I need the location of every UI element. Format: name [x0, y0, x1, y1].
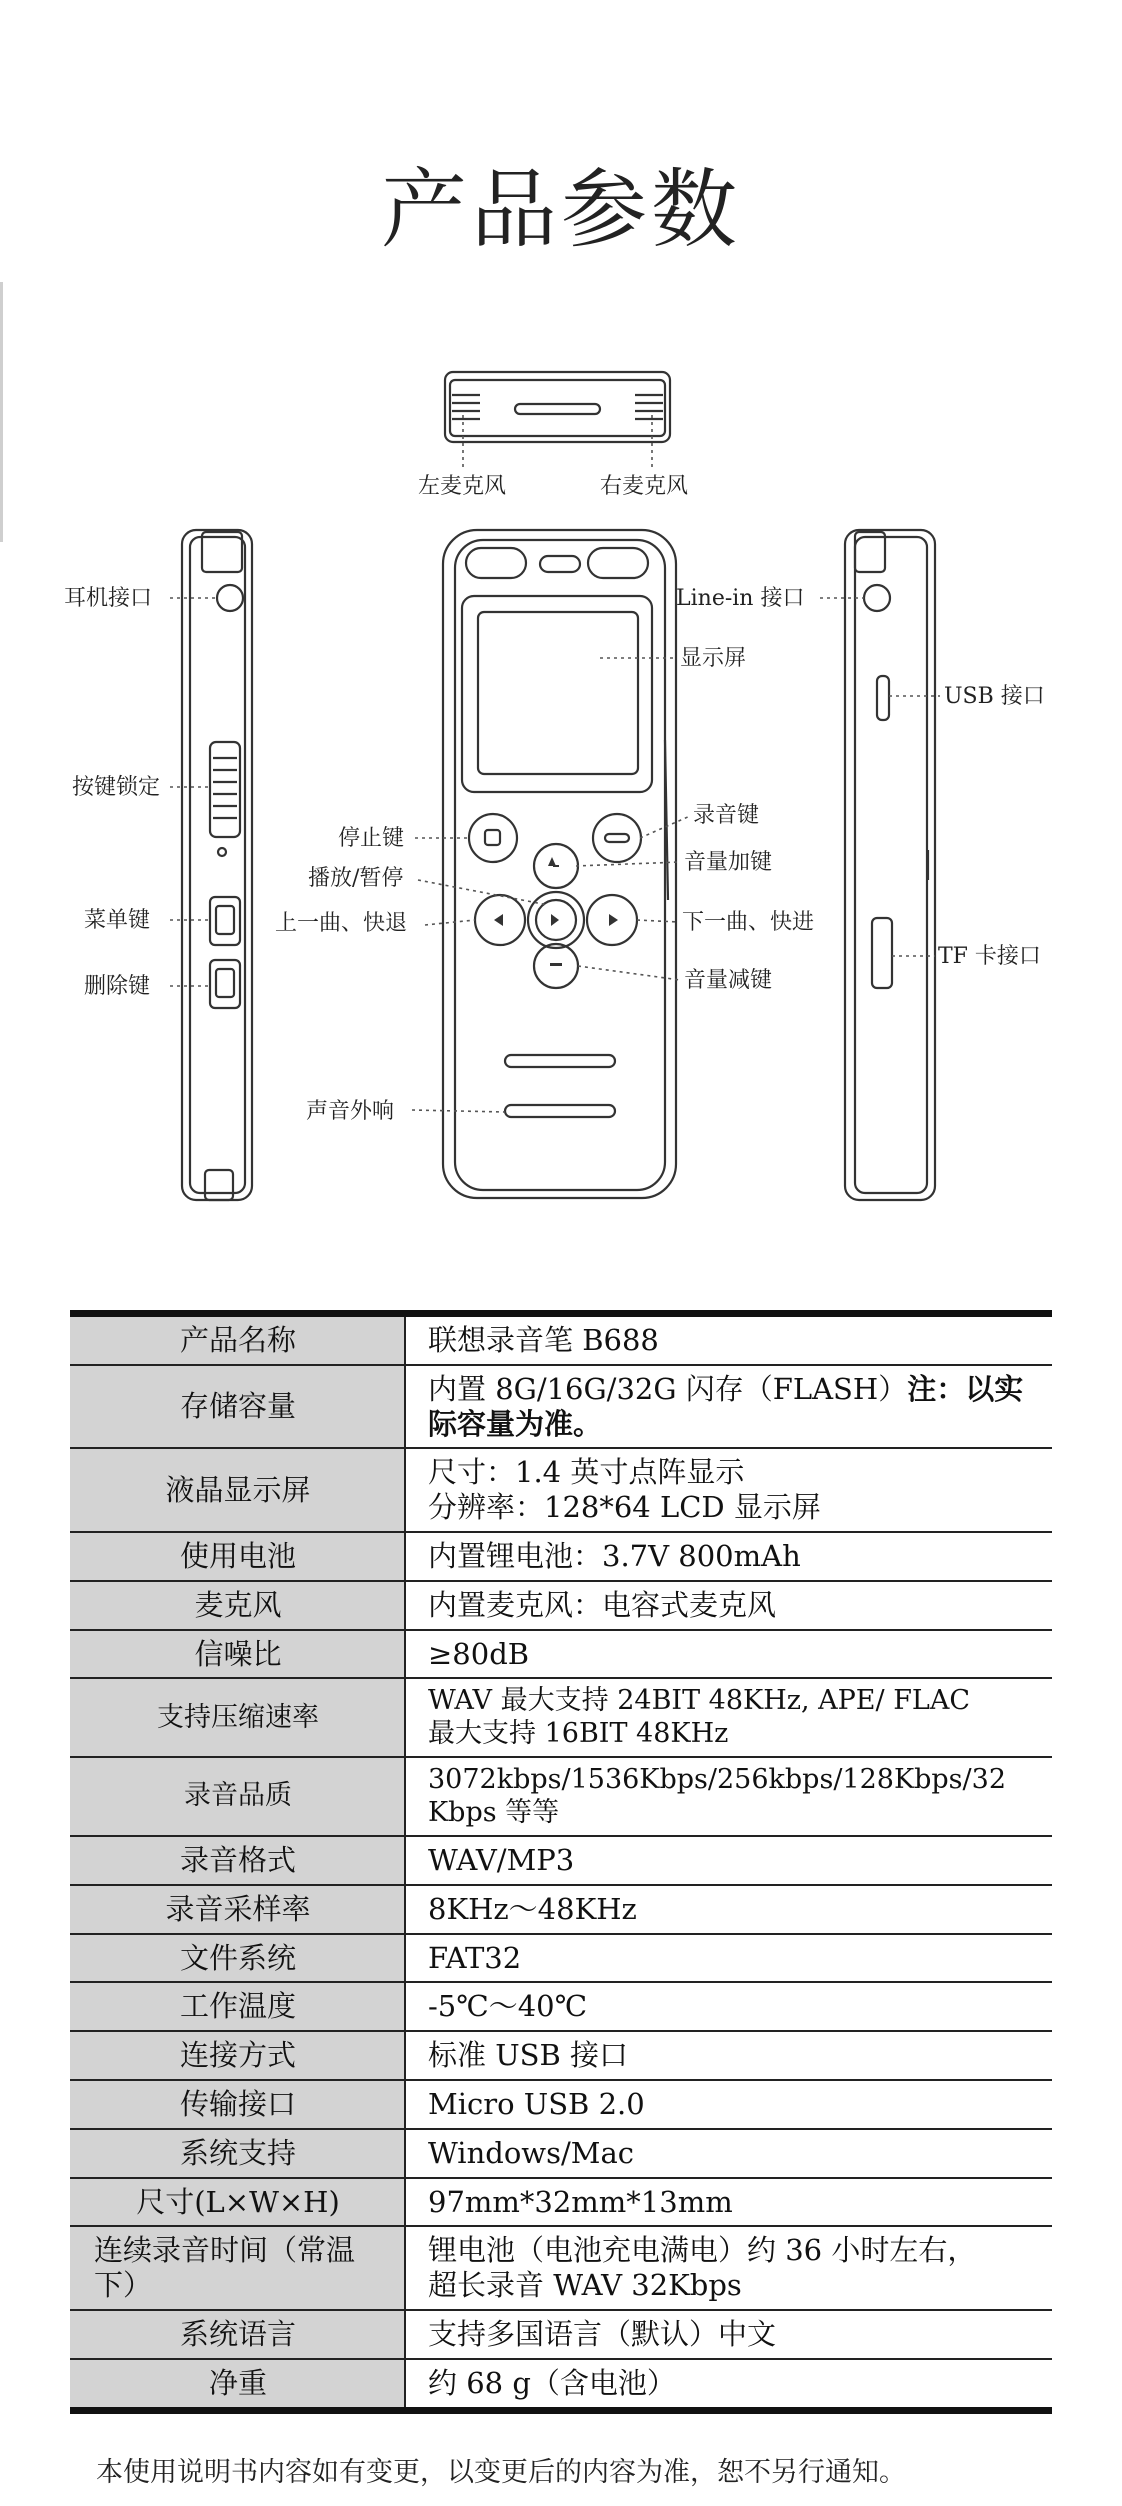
spec-key: 录音格式 [70, 1836, 405, 1885]
label-right-mic: 右麦克风 [600, 474, 689, 499]
label-stop-key: 停止键 [338, 826, 405, 851]
spec-value [405, 1448, 1052, 1532]
table-row [70, 1885, 1052, 1934]
label-delete-key: 删除键 [84, 974, 151, 999]
spec-value: 8KHz～48KHz [405, 1885, 1052, 1934]
spec-key: 录音品质 [70, 1757, 405, 1836]
left-side-view [182, 530, 252, 1200]
spec-value: 97mm*32mm*13mm [405, 2178, 1052, 2227]
spec-value-line: 最大支持 16BIT 48KHz [428, 1717, 729, 1749]
spec-value [405, 2226, 1052, 2310]
spec-note: 注：以实际容量为准。 [428, 1371, 1024, 1441]
spec-key: 信噪比 [70, 1630, 405, 1679]
table-row [70, 2359, 1052, 2410]
spec-key: 支持压缩速率 [70, 1678, 405, 1757]
table-row [70, 1982, 1052, 2031]
spec-key: 传输接口 [70, 2080, 405, 2129]
spec-value-text: 内置 8G/16G/32G 闪存（FLASH） [428, 1371, 908, 1406]
spec-value: 内置锂电池：3.7V 800mAh [405, 1532, 1052, 1581]
spec-value: -5℃～40℃ [405, 1982, 1052, 2031]
table-row [70, 1757, 1052, 1836]
spec-value-line: 超长录音 WAV 32Kbps [428, 2268, 742, 2303]
spec-key: 净重 [70, 2359, 405, 2410]
table-row [70, 1630, 1052, 1679]
table-row [70, 2226, 1052, 2310]
spec-value [405, 1757, 1052, 1836]
table-row [70, 2080, 1052, 2129]
spec-value-line: 分辨率：128*64 LCD 显示屏 [428, 1490, 821, 1525]
spec-key: 液晶显示屏 [70, 1448, 405, 1532]
label-vol-up: 音量加键 [684, 850, 773, 875]
spec-key: 文件系统 [70, 1934, 405, 1983]
spec-value: Windows/Mac [405, 2129, 1052, 2178]
table-row [70, 2129, 1052, 2178]
label-tf-slot: TF 卡接口 [938, 944, 1041, 969]
spec-key: 系统支持 [70, 2129, 405, 2178]
spec-key: 使用电池 [70, 1532, 405, 1581]
spec-value: Micro USB 2.0 [405, 2080, 1052, 2129]
label-play-pause: 播放/暂停 [308, 866, 404, 891]
table-row [70, 1365, 1052, 1449]
spec-value: 约 68 g（含电池） [405, 2359, 1052, 2410]
spec-value: 支持多国语言（默认）中文 [405, 2310, 1052, 2359]
label-record-key: 录音键 [693, 803, 760, 828]
spec-table-wrapper [70, 1310, 1052, 2414]
spec-key: 产品名称 [70, 1314, 405, 1365]
label-prev-rewind: 上一曲、快退 [275, 911, 408, 936]
page-title: 产品参数 [381, 160, 741, 260]
spec-key: 连接方式 [70, 2031, 405, 2080]
spec-value [405, 1365, 1052, 1449]
spec-key: 连续录音时间（常温下） [70, 2226, 405, 2310]
label-headphone-jack: 耳机接口 [64, 586, 153, 611]
table-row [70, 1314, 1052, 1365]
label-display: 显示屏 [680, 646, 747, 671]
spec-value-line: Kbps 等等 [428, 1796, 560, 1828]
label-left-mic: 左麦克风 [418, 474, 507, 499]
label-speaker: 声音外响 [306, 1099, 395, 1124]
spec-value-line: 尺寸：1.4 英寸点阵显示 [428, 1455, 745, 1490]
table-row [70, 2031, 1052, 2080]
table-row [70, 1678, 1052, 1757]
right-side-view [845, 530, 935, 1200]
spec-value: 内置麦克风：电容式麦克风 [405, 1581, 1052, 1630]
table-row [70, 2310, 1052, 2359]
label-next-ff: 下一曲、快进 [682, 910, 815, 935]
spec-value: 标准 USB 接口 [405, 2031, 1052, 2080]
spec-key: 麦克风 [70, 1581, 405, 1630]
label-key-lock: 按键锁定 [72, 775, 161, 800]
spec-value-line: 3072kbps/1536Kbps/256kbps/128Kbps/32 [428, 1764, 1006, 1796]
device-diagram [0, 330, 1122, 1210]
spec-key: 录音采样率 [70, 1885, 405, 1934]
spec-value: ≥80dB [405, 1630, 1052, 1679]
table-row [70, 1934, 1052, 1983]
spec-value [405, 1678, 1052, 1757]
table-row [70, 1448, 1052, 1532]
top-view [445, 372, 670, 442]
label-vol-down: 音量减键 [684, 968, 773, 993]
footer-note: 本使用说明书内容如有变更，以变更后的内容为准，恕不另行通知。 [96, 2457, 906, 2488]
table-row [70, 1581, 1052, 1630]
spec-key: 存储容量 [70, 1365, 405, 1449]
spec-value-line: WAV 最大支持 24BIT 48KHz, APE/ FLAC [428, 1685, 971, 1717]
label-menu-key: 菜单键 [84, 908, 151, 933]
spec-value: FAT32 [405, 1934, 1052, 1983]
spec-key: 工作温度 [70, 1982, 405, 2031]
spec-value-line: 锂电池（电池充电满电）约 36 小时左右， [428, 2233, 977, 2268]
label-usb-port: USB 接口 [944, 684, 1045, 709]
spec-table [70, 1310, 1052, 2414]
label-line-in: Line-in 接口 [676, 586, 805, 611]
table-row [70, 1836, 1052, 1885]
spec-key: 尺寸(L×W×H) [70, 2178, 405, 2227]
spec-value: WAV/MP3 [405, 1836, 1052, 1885]
spec-value: 联想录音笔 B688 [405, 1314, 1052, 1365]
table-row [70, 2178, 1052, 2227]
table-row [70, 1532, 1052, 1581]
spec-key: 系统语言 [70, 2310, 405, 2359]
